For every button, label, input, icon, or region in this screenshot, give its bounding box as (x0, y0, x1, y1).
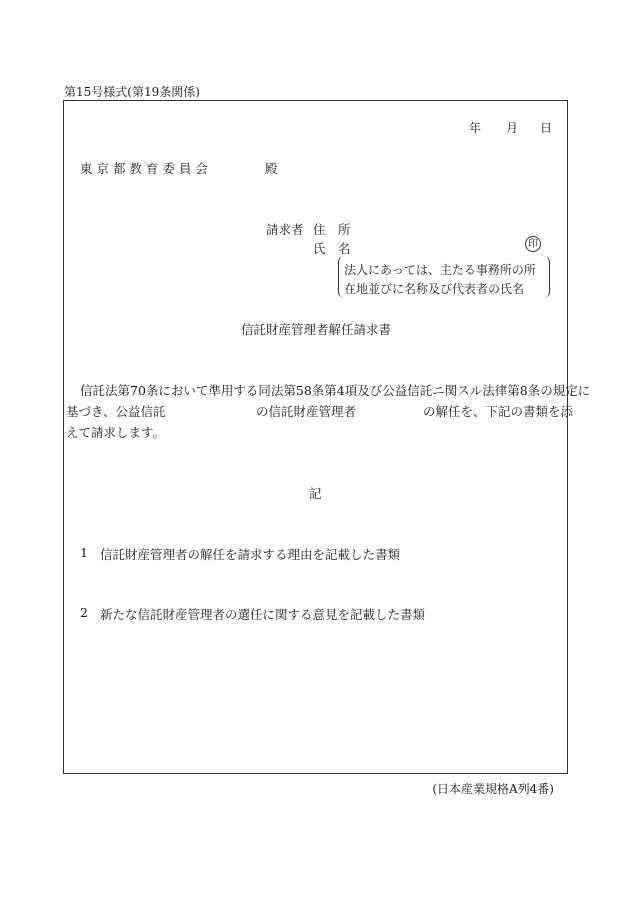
date-day: 日 (540, 121, 553, 135)
body-line3: えて請求します。 (66, 425, 166, 440)
seal-mark: 印 (525, 236, 541, 252)
paper-size-note: (日本産業規格A列4番) (432, 782, 554, 796)
name-label: 氏 名 (313, 241, 351, 256)
corporate-note-line2: 在地並びに名称及び代表者の氏名 (344, 282, 525, 296)
address-label: 住 所 (313, 222, 351, 237)
item-2-text: 新たな信託財産管理者の選任に関する意見を記載した書類 (100, 607, 426, 622)
item-2-number: 2 (80, 605, 88, 620)
requester-label: 請求者 (266, 222, 304, 237)
item-1-text: 信託財産管理者の解任を請求する理由を記載した書類 (100, 547, 401, 562)
body-line2-c: の解任を、下記の書類を添 (423, 404, 574, 419)
document-title: 信託財産管理者解任請求書 (241, 322, 392, 337)
item-1-number: 1 (80, 545, 88, 560)
body-line2-a: 基づき、公益信託 (66, 404, 166, 419)
form-number: 第15号様式(第19条関係) (64, 85, 200, 99)
addressee-honorific: 殿 (265, 161, 278, 176)
date-month: 月 (506, 121, 519, 135)
date-year: 年 (469, 121, 482, 135)
ki-heading: 記 (309, 486, 322, 501)
addressee-name: 東 京 都 教 育 委 員 会 (80, 161, 208, 176)
body-line2-b: の信託財産管理者 (256, 404, 357, 419)
body-line1: 信託法第70条において準用する同法第58条第4項及び公益信託ニ関スル法律第8条の規定に (80, 383, 591, 398)
corporate-note-line1: 法人にあっては、主たる事務所の所 (344, 263, 536, 277)
